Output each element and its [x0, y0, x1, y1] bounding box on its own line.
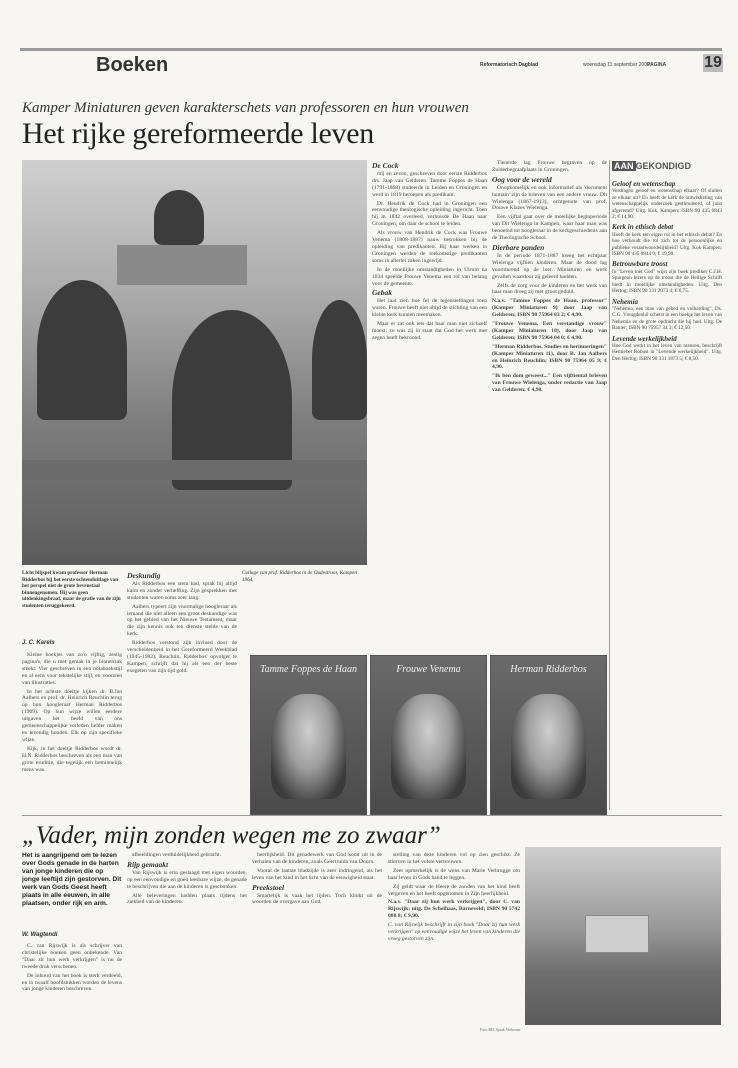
paragraph: Zij geldt waar de Heere de zonden van het kind heeft vergeven en het heeft opgenomen in Zijn heerlijkheid.	[388, 883, 520, 897]
article2-column-4	[388, 852, 520, 1024]
sidebar-item-heading: Kerk in ethisch debat	[612, 223, 674, 232]
portrait-image	[271, 694, 346, 799]
paragraph: Zelfs de zorg voor de kinderen en het werk van haar man droeg zij met groot geduld.	[492, 282, 607, 296]
section-divider	[22, 815, 722, 816]
article2-column-3	[252, 852, 382, 1024]
book-reference: "Frouwe Venema, Een verstandige vrouw" (Kamper Miniaturen 10), door Jaap van Gelderen; ISBN 90 75964 04 0; € 4,90.	[492, 321, 607, 341]
photo-caption: C. van Rijswijk beschrijft in zijn boek "Daar zij hun werk verkrijgen" op eenvoudige wijze het leven van kinderen die vroeg gestorven zijn.	[388, 922, 520, 942]
paragraph: Aalbers typeert zijn voormalige hoogleraar als iemand die niet alleen een groot deskundige was op het gebied van het Nieuwe Testament, maar die zijn kennis ook ten dienste stelde van de kerk.	[127, 603, 237, 638]
article-column-4	[492, 160, 607, 560]
article-column-2	[127, 570, 237, 815]
byline: J. C. Karels	[22, 640, 55, 646]
paragraph: Als vrouw van Hendrik de Cock was Frouwe Venema (1808-1887) nauw betrokken bij de opleiding van predikanten. Bij haar werken in Groningen werden de toekomstige predikanten soms in allerlei zaken ingewijd.	[372, 230, 487, 264]
paragraph: Een vijftal gaat over de moeilijke beginperiode van Dit Wielenga in Kampen, waar haar man was benoemd tot hoogleraar in de kerkgeschiedenis aan de Theologische School.	[492, 214, 607, 242]
page-number: 19	[704, 54, 722, 71]
paragraph: Dr. Hendrik de Cock had in Groningen een eenvoudige theologische opleiding ingericht. Toen hij in 1842 overleed, verhuisde De Haan naar Groningen, om daar de school te leiden.	[372, 200, 487, 228]
column-divider	[609, 160, 610, 810]
memorial-plaque	[585, 915, 649, 953]
book-cover-title: Tamme Foppes de Haan	[259, 664, 358, 675]
column-subheading: Deskundig	[127, 571, 161, 580]
sidebar-item-text: Hoeft de kerk een eigen rol in het ethisch debat? En hoe verhoudt die rol zich tot de persoonlijke en publieke verantwoordelijkheid? Uitg. Kok Kampen; ISBN 90 435 0844 0; € 19,90.	[612, 231, 722, 258]
sidebar-title-light: GEKONDIGD	[635, 161, 692, 171]
book-reference: N.a.v. "Daar zij hun werk verkrijgen", door C. van Rijswijk; uitg. De Schelhaas, Barneveld; ISBN 90 5742 008 8; € 9,90.	[388, 899, 520, 920]
paragraph: stelling van deze kinderen vol op zien geschikt. Ze stierven in het volste vertrouwen.	[388, 852, 520, 865]
column-subheading: Preekstoel	[252, 882, 285, 892]
portrait-image	[511, 694, 586, 799]
paragraph: Ridderbos verstond zijn invloed door de verscheidenheid in het Gereformeerd Weekblad (1945-1982). Reuchlin, Ridderbos' opvolger te Kampen, schrijft dat hij als een der beste exegeten van zijn tijd gold.	[127, 640, 237, 674]
paragraph: Kleine boekjes van zo'n vijftig, zestig pagina's, die u met gemak in je binnenzak steekt. Vier geschreven in een notaboekstijl en al eens voor tekstelijke stijl, en voorzien van illustraties.	[22, 652, 122, 686]
book-cover	[250, 655, 367, 815]
article-headline: Het rijke gereformeerde leven	[22, 117, 374, 150]
article2-column-2	[127, 852, 247, 1024]
article-subhead: Kamper Miniaturen geven karakterschets van professoren en hun vrouwen	[22, 100, 469, 116]
paragraph: Maar er zat ook iets dat haar man niet zichzelf moest; zo was zij in staat dat God het werk met zegen heeft bekroond.	[372, 321, 487, 341]
book-cover-title: Frouwe Venema	[396, 664, 461, 675]
sidebar-item-heading: Nehemia	[612, 297, 639, 306]
paragraph: Alle beleveringen hadden plaats tijdens het ziekbed van de kinderen.	[127, 892, 247, 906]
lecture-photo	[22, 160, 367, 565]
portrait-image	[391, 694, 466, 799]
sidebar-announcements	[612, 177, 722, 899]
small-photo-caption: Collage van prof. Ridderbos in de Oudestraat, Kampen 1964.	[242, 570, 357, 583]
article2-column-1	[22, 943, 122, 1023]
photo-caption: Licht blijspel kwam professor Herman Ridderbos bij het eerste ochtenduitlage van het perspel niet de grote bevenstaal binnengenomen. Hij was geen uitdenkingsbraaf, maar de gratie van de zijn studenten teruggekeerd.	[22, 570, 121, 609]
paragraph: afbeeldingen verduidelijkheid gebracht.	[132, 852, 221, 858]
paragraph: Het laat zien hoe fel de tegenstellingen toen waren. Frouwe heeft niet altijd de stichting van een kleine kerk kunnen meemaken.	[372, 298, 487, 319]
book-cover	[490, 655, 607, 815]
column-subheading: Oog voor de wereld	[492, 174, 552, 184]
paragraph: Onopkomelijk en ook informatief als 'document humain' zijn de brieven van een andere vrouw. Dit Wielenga (1867-1913), echtgenote van prof. Douwe Klazes Wielenga.	[492, 184, 607, 212]
paragraph: C. van Rijswijk is als schrijver van christelijke boeken geen onbekende. Van "Daar zit hun werk verkrijgen" is nu de tweede druk verschenen.	[22, 943, 122, 970]
paragraph: Tienerde lag Frouwe begraven op de Zuiderbegraafplaats in Groningen.	[492, 160, 607, 173]
paragraph: Van Rijswijk is erin geslaagd met eigen woorden, op een eenvoudige en goed leesbare wijze, de genade te beschrijven die aan de kinderen is geschonken.	[127, 869, 247, 890]
article2-byline: W. Wagtendi	[22, 932, 58, 938]
sidebar-title-dark: AAN	[614, 161, 634, 171]
book-reference: N.a.v. "Tamme Foppes de Haan, professor" (Kamper Miniaturen 9) door Jaap van Gelderen; ISBN 90 75964 03 2; € 4,90.	[492, 298, 607, 319]
article-column-3	[372, 160, 487, 560]
sidebar-item-text: In "Leven met God" wijst zijn boek prediker C.J.H. Spurgeon lezers op de troost die de Heilige Schrift biedt in moeilijke omstandigheden. Uitg. Den Hertog; ISBN 90 331 2073 4; € 6,75.	[612, 268, 722, 295]
paragraph: heerlijkheid. Dit genadewerk van God komt uit in de verhalen van de kinderen, zoals Geertruida van Doorn.	[252, 852, 382, 865]
sidebar-item-text: Verdragen geloof en wetenschap elkaar? Of sluiten ze elkaar uit? En heeft de kerk de ontwikkeling van wetenschappelijk onderzoek gestimuleerd, of juist afgeremd? Uitg. Kok, Kampen; ISBN 90 435 0843 2; € 14,90.	[612, 188, 722, 221]
sidebar-item-heading: Geloof en wetenschap	[612, 180, 676, 188]
article-column-1	[22, 652, 122, 812]
masthead: Reformatorisch Dagblad	[480, 62, 539, 68]
header-rule	[20, 48, 722, 51]
column-subheading: Gebak	[372, 288, 392, 298]
desk-row	[22, 460, 367, 480]
book-cover-title: Herman Ridderbos	[510, 664, 587, 675]
sidebar-item-heading: Betrouwbare troost	[612, 260, 668, 269]
sidebar-item-text: "Nehemia, een man van gebed en volharding", Ds. C.G. Vreugdenhil schetst in een boekje het leven van Nehemia en de grote opdracht die hij had. Uitg. De Banier; ISBN 90 75957 34 3; € 12,50.	[612, 305, 722, 332]
column-subheading: De Cock	[372, 161, 399, 170]
article2-lead: Het is aangrijpend om te lezen over Gods genade in de harten van jonge kinderen die op jonge leeftijd zijn gestorven. Dit werk van Gods Geest heeft plaats in alle eeuwen, in alle plaatsen, onder rijk en arm.	[22, 852, 122, 907]
paragraph: In de moeilijke omstandigheden in Ulrum na 1834 speelde Frouwe Venema een rol van belang voor de gemeente.	[372, 266, 487, 287]
section-title: Boeken	[96, 54, 169, 76]
lectern	[117, 245, 247, 285]
professor-figure	[154, 190, 204, 245]
student-figure	[37, 280, 127, 420]
paragraph: Zeer opmerkelijk is de wens van Marie Verbrugge om haar leven in Gods hand te leggen.	[388, 867, 520, 881]
column-subheading: Dierbare panden	[492, 242, 545, 252]
paragraph: mij en zeven, geschreven door eerste Ridderbos drs. Jaap van Gelderen. Tamme Foppes de Haan (1791-1868) studeerde in Leiden en Groningen en werd in 1819 beroepen als predikant.	[372, 170, 487, 198]
paragraph: Als Ridderbos een stem had, sprak hij altijd kalm en zonder verheffing. Zijn gesprekken met studenten waren soms zeer lang.	[127, 580, 237, 601]
paragraph: Smartelijk is vaak het lijden. Toch klinkt uit de woorden de overgave aan God.	[252, 892, 382, 906]
sidebar-item-text: Hoe God werkt in het leven van mensen, beschrijft Hemiebel Robust in "Levende werkelijkheid". Uitg. Den Hertog; ISBN 90 331 1873 5; € 8,50.	[612, 342, 722, 362]
student-figure	[312, 300, 367, 420]
article2-headline: „Vader, mijn zonden wegen me zo zwaar”	[22, 822, 441, 849]
page-label: PAGINA	[647, 62, 667, 68]
sidebar-title	[612, 160, 722, 172]
book-reference: "Herman Ridderbos. Studies en herinneringen" (Kamper Miniaturen 11), door B. Jan Aalbers en Heinrich Reuchlin; ISBN 90 75964 05 9; € 4,90.	[492, 343, 607, 371]
column-subheading: Rijp gemaakt	[127, 859, 169, 869]
paragraph: Vooral de laatste bladzijde is zeer indringend, als het leven van het kind in het licht van de eeuwigheid staat.	[252, 867, 382, 881]
paragraph: In de periode 1871-1887 kreeg het echtpaar Wielenga vijftien kinderen. Maar de dood lag voortdurend op de loer. Miniaturen en werk gevallen waardoor zij geleerd hadden.	[492, 252, 607, 280]
paragraph: De inhoud van het boek is sterk verdeeld, en in twaalf hoofdstukken worden de levens van jonge kinderen beschreven.	[22, 972, 122, 993]
book-cover	[370, 655, 487, 815]
paragraph: Kijk, in het deeltje Ridderbos wordt dr. H.N. Ridderbos beschreven als een man van grote eruditie, die tegelijk een beminnelijk mens was.	[22, 745, 122, 773]
dateline: woensdag 11 september 2002	[583, 62, 650, 68]
photo-credit: Foto RD, Sjaak Verboom	[480, 1027, 521, 1032]
book-reference: "Ik ben dom geweest..." Een vijftiental brieven van Frouwe Wielenga, onder redactie van Jaap van Gelderen; € 4,90.	[492, 373, 607, 394]
sidebar-item-heading: Levende werkelijkheid	[612, 334, 677, 343]
paragraph: In het achtste deeltje kijken dr. B.Jan Aalbers en prof. dr. Heinrich Reuchlin terug op hun hoogleraar Herman Ridderbos (1909). Op hun wijze willen eerdere uitgaven het beeld van ons gemeenschappelijke verleden helder maken en levendig houden. Elk op zijn specifieke wijze.	[22, 688, 122, 743]
